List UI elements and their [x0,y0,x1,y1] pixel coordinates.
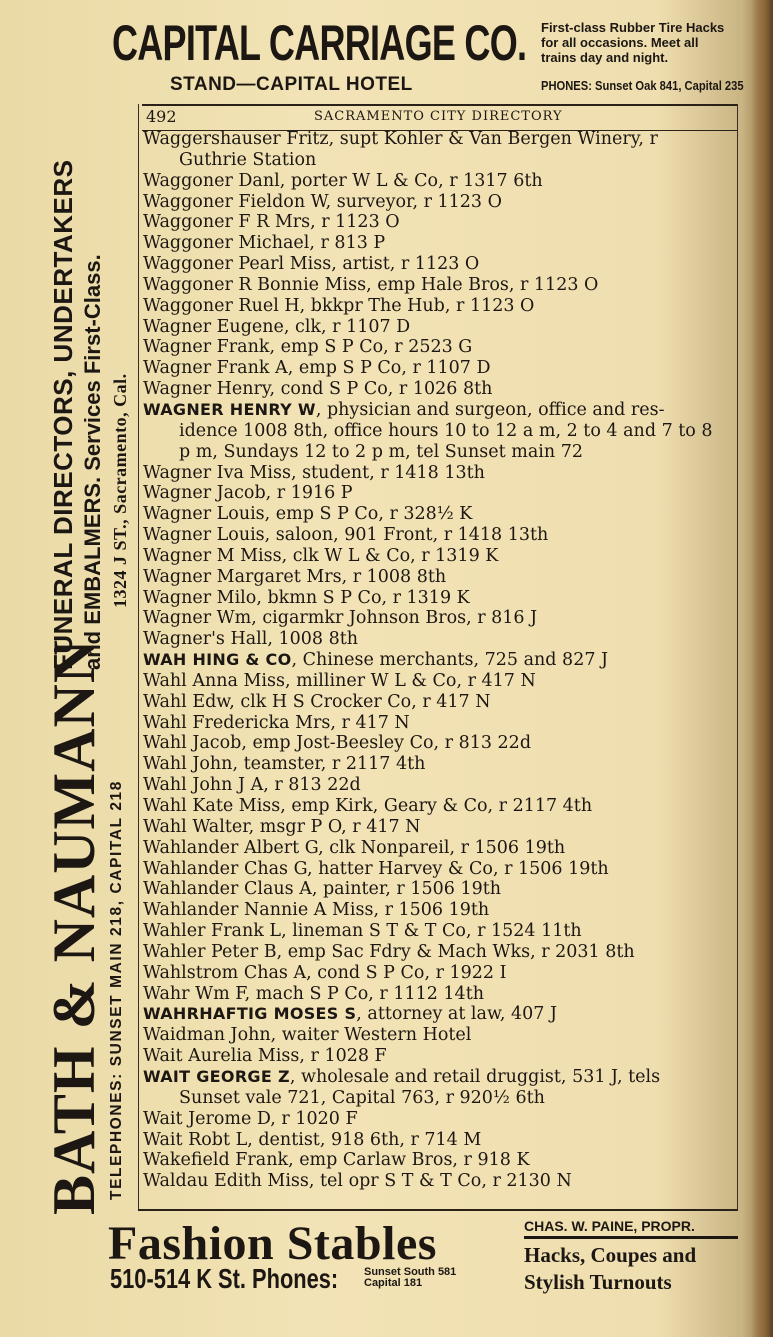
entry-details: , dentist, 918 6th, r 714 M [247,1129,482,1150]
entry-details: , milliner W L & Co, r 417 N [284,670,536,691]
entry-details: , emp Hale Bros, r 1123 O [366,274,599,295]
directory-entry [143,1171,743,1192]
entry-name: WAIT GEORGE Z [143,1066,290,1086]
entry-name: Wagner Louis [143,525,265,546]
entry-name: WAH HING & CO [143,650,292,670]
entry-name: Wagner Frank [143,337,270,358]
entry-name: Wagner Margaret Mrs [143,566,342,587]
entry-details: , hatter Harvey & Co, r 1506 19th [306,858,609,879]
entry-details: , r 1123 O [310,212,400,233]
entry-details: , r 1020 F [270,1108,358,1129]
entry-details: , cond S P Co, r 1026 8th [269,379,493,400]
entry-name: Waggoner Danl [143,170,280,191]
entry-details: , r 1506 19th [373,900,490,921]
directory-entry [143,233,743,254]
entry-name: Wagner M Miss [143,545,282,566]
entry-name: Wahlander Claus A [143,879,312,900]
directory-entry [143,1046,743,1067]
entry-details: , emp Kirk, Geary & Co, r 2117 4th [280,796,593,816]
entry-details: , r 1028 F [299,1046,387,1067]
entry-name: Waggoner Ruel H [143,295,300,316]
bottom-ad-phones [364,1267,456,1289]
directory-entry [143,296,743,317]
top-ad-tagline-1: First-class Rubber Tire Hacks [541,20,725,35]
page-number: 492 [146,107,177,126]
entry-name: Wahl Kate Miss [143,796,281,816]
directory-entry [143,608,743,629]
entry-details: , emp Jost-Beesley Co, r 813 22d [241,733,532,754]
entry-details: , lineman S T & T Co, r 1524 11th [281,921,582,942]
directory-entry [143,546,743,567]
entry-name: Wahl Fredericka Mrs [143,712,331,733]
directory-entry [143,713,743,734]
entry-name: Wait Jerome D [143,1108,271,1129]
directory-entry [143,317,743,338]
entry-details: , saloon, 901 Front, r 1418 13th [264,525,549,546]
entry-details: , clk, r 1107 D [283,316,411,337]
entry-details: , r 417 N [330,712,410,733]
bottom-ad-phone-2: Capital 181 [364,1277,423,1289]
directory-entry [143,275,743,296]
entry-name: Wahl Jacob [143,733,242,754]
entry-name: Wait Robt L [143,1129,248,1150]
directory-entry [143,984,743,1005]
entry-details: , wholesale and retail druggist, 531 J, tels [289,1066,661,1087]
entry-details: , 1008 8th [267,629,359,650]
entry-details: , clk W L & Co, r 1319 K [281,545,499,566]
entry-name: Waggoner R Bonnie Miss [143,274,367,295]
directory-entry [143,754,743,775]
entry-details: , emp S P Co, r 1107 D [287,358,491,379]
entry-details: , artist, r 1123 O [331,254,480,275]
bottom-ad-services-2: Stylish Turnouts [524,1270,672,1294]
entry-details: , clk H S Crocker Co, r 417 N [229,691,491,712]
bottom-ad-title: Fashion Stables [108,1217,437,1270]
entry-name: Wahlander Nannie A Miss [143,900,374,921]
bottom-ad-address: 510-514 K St. Phones: [110,1263,339,1294]
entry-name: Wakefield Frank [143,1150,289,1171]
directory-entry [143,1109,743,1130]
entry-details: , painter, r 1506 19th [311,879,502,900]
directory-entry [143,129,743,150]
top-ad-stand: STAND—CAPITAL HOTEL [170,74,413,95]
directory-entry [143,942,743,963]
directory-entry [143,817,743,838]
directory-entry [143,963,743,984]
directory-entry [143,775,743,796]
entry-name: Wahlander Chas G [143,858,307,879]
entry-name: Wahr Wm F [143,983,245,1004]
entry-details: , r 1008 8th [341,566,447,587]
entry-details: , supt Kohler & Van Bergen Winery, r [328,129,658,149]
entry-name: Wagner Iva Miss [143,462,291,483]
entry-details: , Chinese merchants, 725 and 827 J [291,650,609,671]
side-ad-line-1: FUNERAL DIRECTORS, UNDERTAKERS [48,159,78,670]
directory-entry [143,463,743,484]
entry-continuation: idence 1008 8th, office hours 10 to 12 a m, 2 to 4 and 7 to 8 [179,420,713,441]
directory-entry [143,629,743,650]
entry-details: , r 813 P [309,233,386,254]
entry-name: Waggershauser Fritz [143,129,329,149]
entry-details: , bkmn S P Co, r 1319 K [256,587,470,608]
entry-name: Wahl Edw [143,691,230,712]
entry-details: , cigarmkr Johnson Bros, r 816 J [251,608,538,629]
side-ad-name: BATH & NAUMANN [41,638,107,1215]
entry-name: Waggoner Michael [143,233,310,254]
entry-details: , r 813 22d [263,775,361,796]
directory-entry [143,525,743,546]
entry-name: Wagner Henry [143,379,270,400]
bottom-ad-services-1: Hacks, Coupes and [524,1243,697,1267]
entry-name: Waggoner Pearl Miss [143,254,332,275]
directory-entry [143,1004,743,1025]
entry-details: , porter W L & Co, r 1317 6th [279,170,543,191]
directory-entry [143,483,743,504]
entry-name: Wahl John [143,754,233,775]
entry-name: Wagner Eugene [143,316,284,337]
entry-details: , emp S P Co, r 328½ K [264,504,473,525]
entry-name: WAGNER HENRY W [143,399,316,419]
entry-details: , attorney at law, 407 J [356,1004,557,1025]
top-ad-title: CAPITAL CARRIAGE CO. [112,15,527,71]
entry-details: , msgr P O, r 417 N [248,816,421,837]
page-title: SACRAMENTO CITY DIRECTORY [314,109,563,124]
entry-name: Wagner Jacob [143,483,266,504]
entry-name: Wahl John J A [143,775,264,796]
entry-details: , tel opr S T & T Co, r 2130 N [308,1171,572,1192]
directory-entry [143,588,743,609]
entry-details: , emp S P Co, r 2523 G [269,337,473,358]
directory-entry [143,504,743,525]
entry-name: Wagner Wm [143,608,252,629]
entry-details: , physician and surgeon, office and res- [315,399,665,420]
entry-details: , clk Nonpareil, r 1506 19th [318,837,566,858]
entry-name: Wagner Frank A [143,358,288,379]
directory-entry [143,879,743,900]
entry-details: , emp Carlaw Bros, r 918 K [288,1150,530,1171]
directory-entry [143,650,743,671]
directory-entry [143,358,743,379]
entry-name: Wagner Louis [143,504,265,525]
entry-details: , surveyor, r 1123 O [325,191,502,212]
directory-entry [143,1130,743,1151]
entry-name: Wahlstrom Chas A [143,962,307,983]
top-ad-tagline-2: for all occasions. Meet all [541,35,699,50]
directory-entry [143,733,743,754]
directory-entry [143,212,743,233]
directory-entry [143,921,743,942]
entry-name: Wahler Peter B [143,941,277,962]
directory-entry [143,400,743,421]
page-edge-shadow [751,0,773,1337]
entry-details: , r 1916 P [265,483,353,504]
entry-name: Wait Aurelia Miss [143,1046,300,1067]
entry-name: Wahl Walter [143,816,249,837]
directory-entry [143,671,743,692]
entry-name: Waggoner Fieldon W [143,191,326,212]
directory-entry [143,692,743,713]
directory-entry [143,1067,743,1088]
side-ad-telephones: TELEPHONES: SUNSET MAIN 218, CAPITAL 218 [108,779,125,1200]
entry-name: Wagner's Hall [143,629,268,650]
directory-entry [143,1025,743,1046]
entry-name: Wagner Milo [143,587,257,608]
directory-entry [143,192,743,213]
entry-details: , mach S P Co, r 1112 14th [244,983,484,1004]
directory-entry [143,171,743,192]
bottom-ad-phone-1: Sunset South 581 [364,1266,457,1278]
entry-details: , cond S P Co, r 1922 I [306,962,507,983]
entry-name: Waggoner F R Mrs [143,212,311,233]
entry-details: , emp Sac Fdry & Mach Wks, r 2031 8th [276,941,635,962]
top-ad-phones: PHONES: Sunset Oak 841, Capital 235 [541,78,744,93]
entry-name: Waldau Edith Miss [143,1171,309,1192]
bottom-ad-services [524,1242,696,1296]
page-header [142,104,737,131]
column-divider-left [138,104,139,1210]
directory-entry [143,838,743,859]
side-ad-line-3: 1324 J ST., Sacramento, Cal. [110,373,130,608]
entry-continuation: p m, Sundays 12 to 2 p m, tel Sunset main 72 [179,441,583,462]
entry-name: Wahlander Albert G [143,837,319,858]
bottom-ad-proprietor: CHAS. W. PAINE, PROPR. [524,1218,738,1239]
entry-name: Wahler Frank L [143,921,282,942]
side-ad-line-2: and EMBALMERS. Services First-Class. [80,254,105,670]
entry-name: WAHRHAFTIG MOSES S [143,1004,357,1024]
entry-details: , teamster, r 2117 4th [232,754,426,775]
directory-entry [143,900,743,921]
entry-continuation: Sunset vale 721, Capital 763, r 920½ 6th [179,1087,545,1108]
directory-entry [143,379,743,400]
directory-entry [143,337,743,358]
column-divider-bottom [138,1209,738,1211]
entry-details: , bkkpr The Hub, r 1123 O [299,295,535,316]
directory-entry [143,567,743,588]
entry-continuation: Guthrie Station [179,149,317,170]
entry-details: , waiter Western Hotel [270,1025,472,1046]
top-ad-tagline [541,20,761,65]
top-ad-tagline-3: trains day and night. [541,50,669,65]
directory-entries [143,129,743,1192]
entry-name: Waidman John [143,1025,271,1046]
directory-entry [143,796,743,817]
directory-entry [143,1150,743,1171]
entry-details: , student, r 1418 13th [290,462,485,483]
directory-entry [143,859,743,880]
directory-entry [143,254,743,275]
entry-name: Wahl Anna Miss [143,670,285,691]
